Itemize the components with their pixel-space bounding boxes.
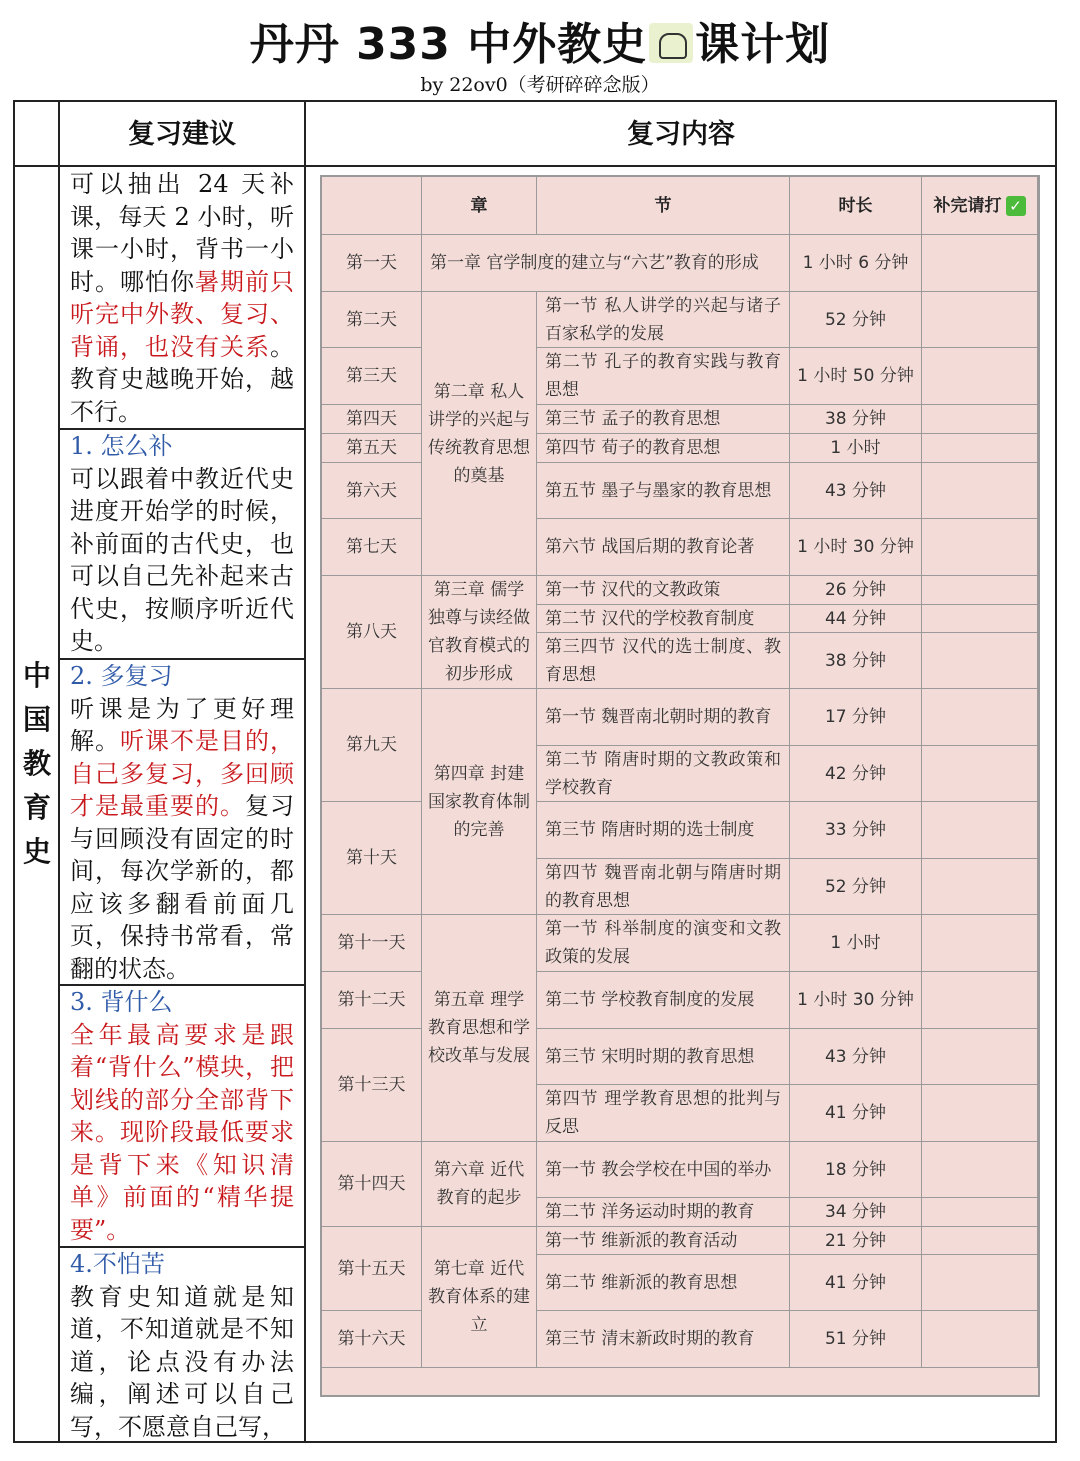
day-cell: 第十五天 <box>322 1227 422 1311</box>
advice-section-3: 3. 背什么 全年最高要求是跟着“背什么”模块，把划线的部分全部背下来。现阶段最低要求是背下来《知识清单》前面的“精华提要”。 <box>70 988 294 1244</box>
done-check-cell <box>922 1311 1038 1368</box>
day-cell: 第五天 <box>322 434 422 463</box>
done-check-cell <box>922 915 1038 972</box>
duration-cell: 33 分钟 <box>790 802 922 859</box>
col-header-0 <box>322 177 422 235</box>
duration-cell: 43 分钟 <box>790 1029 922 1085</box>
done-check-cell <box>922 292 1038 348</box>
day-cell: 第十六天 <box>322 1311 422 1368</box>
page-title: 丹丹 333 中外教史 课计划 <box>249 19 831 70</box>
section-cell: 第五节 墨子与墨家的教育思想 <box>537 463 790 519</box>
done-check-cell <box>922 605 1038 633</box>
duration-cell: 1 小时 6 分钟 <box>790 235 922 292</box>
done-check-cell <box>922 1198 1038 1227</box>
advice-section-1: 1. 怎么补 可以跟着中教近代史进度开始学的时候，补前面的古代史，也可以自己先补起来古代史，按顺序听近代史。 <box>70 432 294 655</box>
duration-cell: 51 分钟 <box>790 1311 922 1368</box>
duration-cell: 41 分钟 <box>790 1255 922 1311</box>
section-cell: 第一节 维新派的教育活动 <box>537 1227 790 1255</box>
duration-cell: 1 小时 <box>790 434 922 463</box>
section-cell: 第四节 魏晋南北朝与隋唐时期的教育思想 <box>537 859 790 915</box>
section-cell: 第三节 清末新政时期的教育 <box>537 1311 790 1368</box>
column-divider-2 <box>304 100 306 1443</box>
section-cell: 第一节 教会学校在中国的举办 <box>537 1142 790 1198</box>
day-cell: 第四天 <box>322 405 422 434</box>
chapter-cell: 第六章 近代教育的起步 <box>422 1142 537 1227</box>
chapter-cell: 第二章 私人讲学的兴起与传统教育思想的奠基 <box>422 292 537 576</box>
section-cell: 第三节 孟子的教育思想 <box>537 405 790 434</box>
section-cell: 第一节 汉代的文教政策 <box>537 576 790 605</box>
done-check-cell <box>922 802 1038 859</box>
duration-cell: 21 分钟 <box>790 1227 922 1255</box>
duration-cell: 1 小时 50 分钟 <box>790 348 922 405</box>
day-cell: 第七天 <box>322 519 422 576</box>
done-check-cell <box>922 1085 1038 1142</box>
chapter-cell: 第一章 官学制度的建立与“六艺”教育的形成 <box>422 235 790 292</box>
advice-heading-2: 2. 多复习 <box>70 662 173 690</box>
duration-cell: 52 分钟 <box>790 859 922 915</box>
done-check-cell <box>922 235 1038 292</box>
duration-cell: 44 分钟 <box>790 605 922 633</box>
duration-cell: 42 分钟 <box>790 746 922 802</box>
schedule-table <box>320 175 1040 1397</box>
section-cell: 第二节 学校教育制度的发展 <box>537 972 790 1029</box>
day-cell: 第十四天 <box>322 1142 422 1227</box>
section-cell: 第二节 孔子的教育实践与教育思想 <box>537 348 790 405</box>
duration-cell: 38 分钟 <box>790 633 922 689</box>
chapter-cell: 第五章 理学教育思想和学校改革与发展 <box>422 915 537 1142</box>
done-check-cell <box>922 576 1038 605</box>
done-check-cell <box>922 1255 1038 1311</box>
advice-section-2: 2. 多复习 听课是为了更好理解。听课不是目的，自己多复习，多回顾才是最重要的。复习与回顾没有固定的时间，每次学新的，都应该多翻看前面几页，保持书常看，常翻的状态。 <box>70 662 294 983</box>
header-divider <box>13 165 1057 167</box>
advice-heading-3: 3. 背什么 <box>70 988 173 1016</box>
col-header-3: 时长 <box>790 177 922 235</box>
done-check-cell <box>922 463 1038 519</box>
done-check-cell <box>922 972 1038 1029</box>
section-cell: 第一节 私人讲学的兴起与诸子百家私学的发展 <box>537 292 790 348</box>
done-check-cell <box>922 348 1038 405</box>
done-check-cell <box>922 746 1038 802</box>
sticker-icon <box>649 23 693 63</box>
checkmark-icon: ✓ <box>1006 196 1026 216</box>
done-check-cell <box>922 859 1038 915</box>
duration-cell: 1 小时 30 分钟 <box>790 519 922 576</box>
day-cell: 第十天 <box>322 802 422 915</box>
duration-cell: 1 小时 <box>790 915 922 972</box>
duration-cell: 1 小时 30 分钟 <box>790 972 922 1029</box>
section-cell: 第一节 魏晋南北朝时期的教育 <box>537 689 790 746</box>
byline: by 22ov0（考研碎碎念版） <box>420 74 660 96</box>
duration-cell: 18 分钟 <box>790 1142 922 1198</box>
day-cell: 第九天 <box>322 689 422 802</box>
section-cell: 第二节 维新派的教育思想 <box>537 1255 790 1311</box>
section-cell: 第六节 战国后期的教育论著 <box>537 519 790 576</box>
done-check-cell <box>922 405 1038 434</box>
advice-heading-1: 1. 怎么补 <box>70 432 173 460</box>
duration-cell: 52 分钟 <box>790 292 922 348</box>
section-cell: 第二节 洋务运动时期的教育 <box>537 1198 790 1227</box>
day-cell: 第十三天 <box>322 1029 422 1142</box>
day-cell: 第八天 <box>322 576 422 689</box>
col-header-4: 补完请打 ✓ <box>922 177 1038 235</box>
section-cell: 第三节 宋明时期的教育思想 <box>537 1029 790 1085</box>
done-check-cell <box>922 689 1038 746</box>
section-cell: 第四节 荀子的教育思想 <box>537 434 790 463</box>
advice-intro: 可以抽出 24 天补课，每天 2 小时，听课一小时，背书一小时。哪怕你暑期前只听完中外教、复习、背诵，也没有关系。教育史越晚开始，越不行。 <box>70 170 294 426</box>
side-label: 中 国 教 育 史 <box>22 659 51 868</box>
section-cell: 第三节 隋唐时期的选士制度 <box>537 802 790 859</box>
duration-cell: 17 分钟 <box>790 689 922 746</box>
day-cell: 第十二天 <box>322 972 422 1029</box>
done-check-cell <box>922 1029 1038 1085</box>
header-content: 复习内容 <box>627 119 735 150</box>
duration-cell: 34 分钟 <box>790 1198 922 1227</box>
section-cell: 第三四节 汉代的选士制度、教育思想 <box>537 633 790 689</box>
day-cell: 第一天 <box>322 235 422 292</box>
header-advice: 复习建议 <box>128 119 236 150</box>
day-cell: 第二天 <box>322 292 422 348</box>
done-check-cell <box>922 1142 1038 1198</box>
section-cell: 第一节 科举制度的演变和文教政策的发展 <box>537 915 790 972</box>
chapter-cell: 第三章 儒学独尊与读经做官教育模式的初步形成 <box>422 576 537 689</box>
day-cell: 第三天 <box>322 348 422 405</box>
duration-cell: 38 分钟 <box>790 405 922 434</box>
duration-cell: 26 分钟 <box>790 576 922 605</box>
done-check-cell <box>922 434 1038 463</box>
advice-section-4: 4.不怕苦 教育史知道就是知道，不知道就是不知道，论点没有办法编，阐述可以自己写，不愿意自己写， <box>70 1250 294 1441</box>
done-check-cell <box>922 519 1038 576</box>
col-header-2: 节 <box>537 177 790 235</box>
section-cell: 第二节 隋唐时期的文教政策和学校教育 <box>537 746 790 802</box>
duration-cell: 41 分钟 <box>790 1085 922 1142</box>
chapter-cell: 第七章 近代教育体系的建立 <box>422 1227 537 1368</box>
advice-heading-4: 4.不怕苦 <box>70 1250 165 1278</box>
day-cell: 第十一天 <box>322 915 422 972</box>
section-cell: 第四节 理学教育思想的批判与反思 <box>537 1085 790 1142</box>
done-check-cell <box>922 1227 1038 1255</box>
done-check-cell <box>922 633 1038 689</box>
day-cell: 第六天 <box>322 463 422 519</box>
chapter-cell: 第四章 封建国家教育体制的完善 <box>422 689 537 915</box>
section-cell: 第二节 汉代的学校教育制度 <box>537 605 790 633</box>
col-header-1: 章 <box>422 177 537 235</box>
duration-cell: 43 分钟 <box>790 463 922 519</box>
